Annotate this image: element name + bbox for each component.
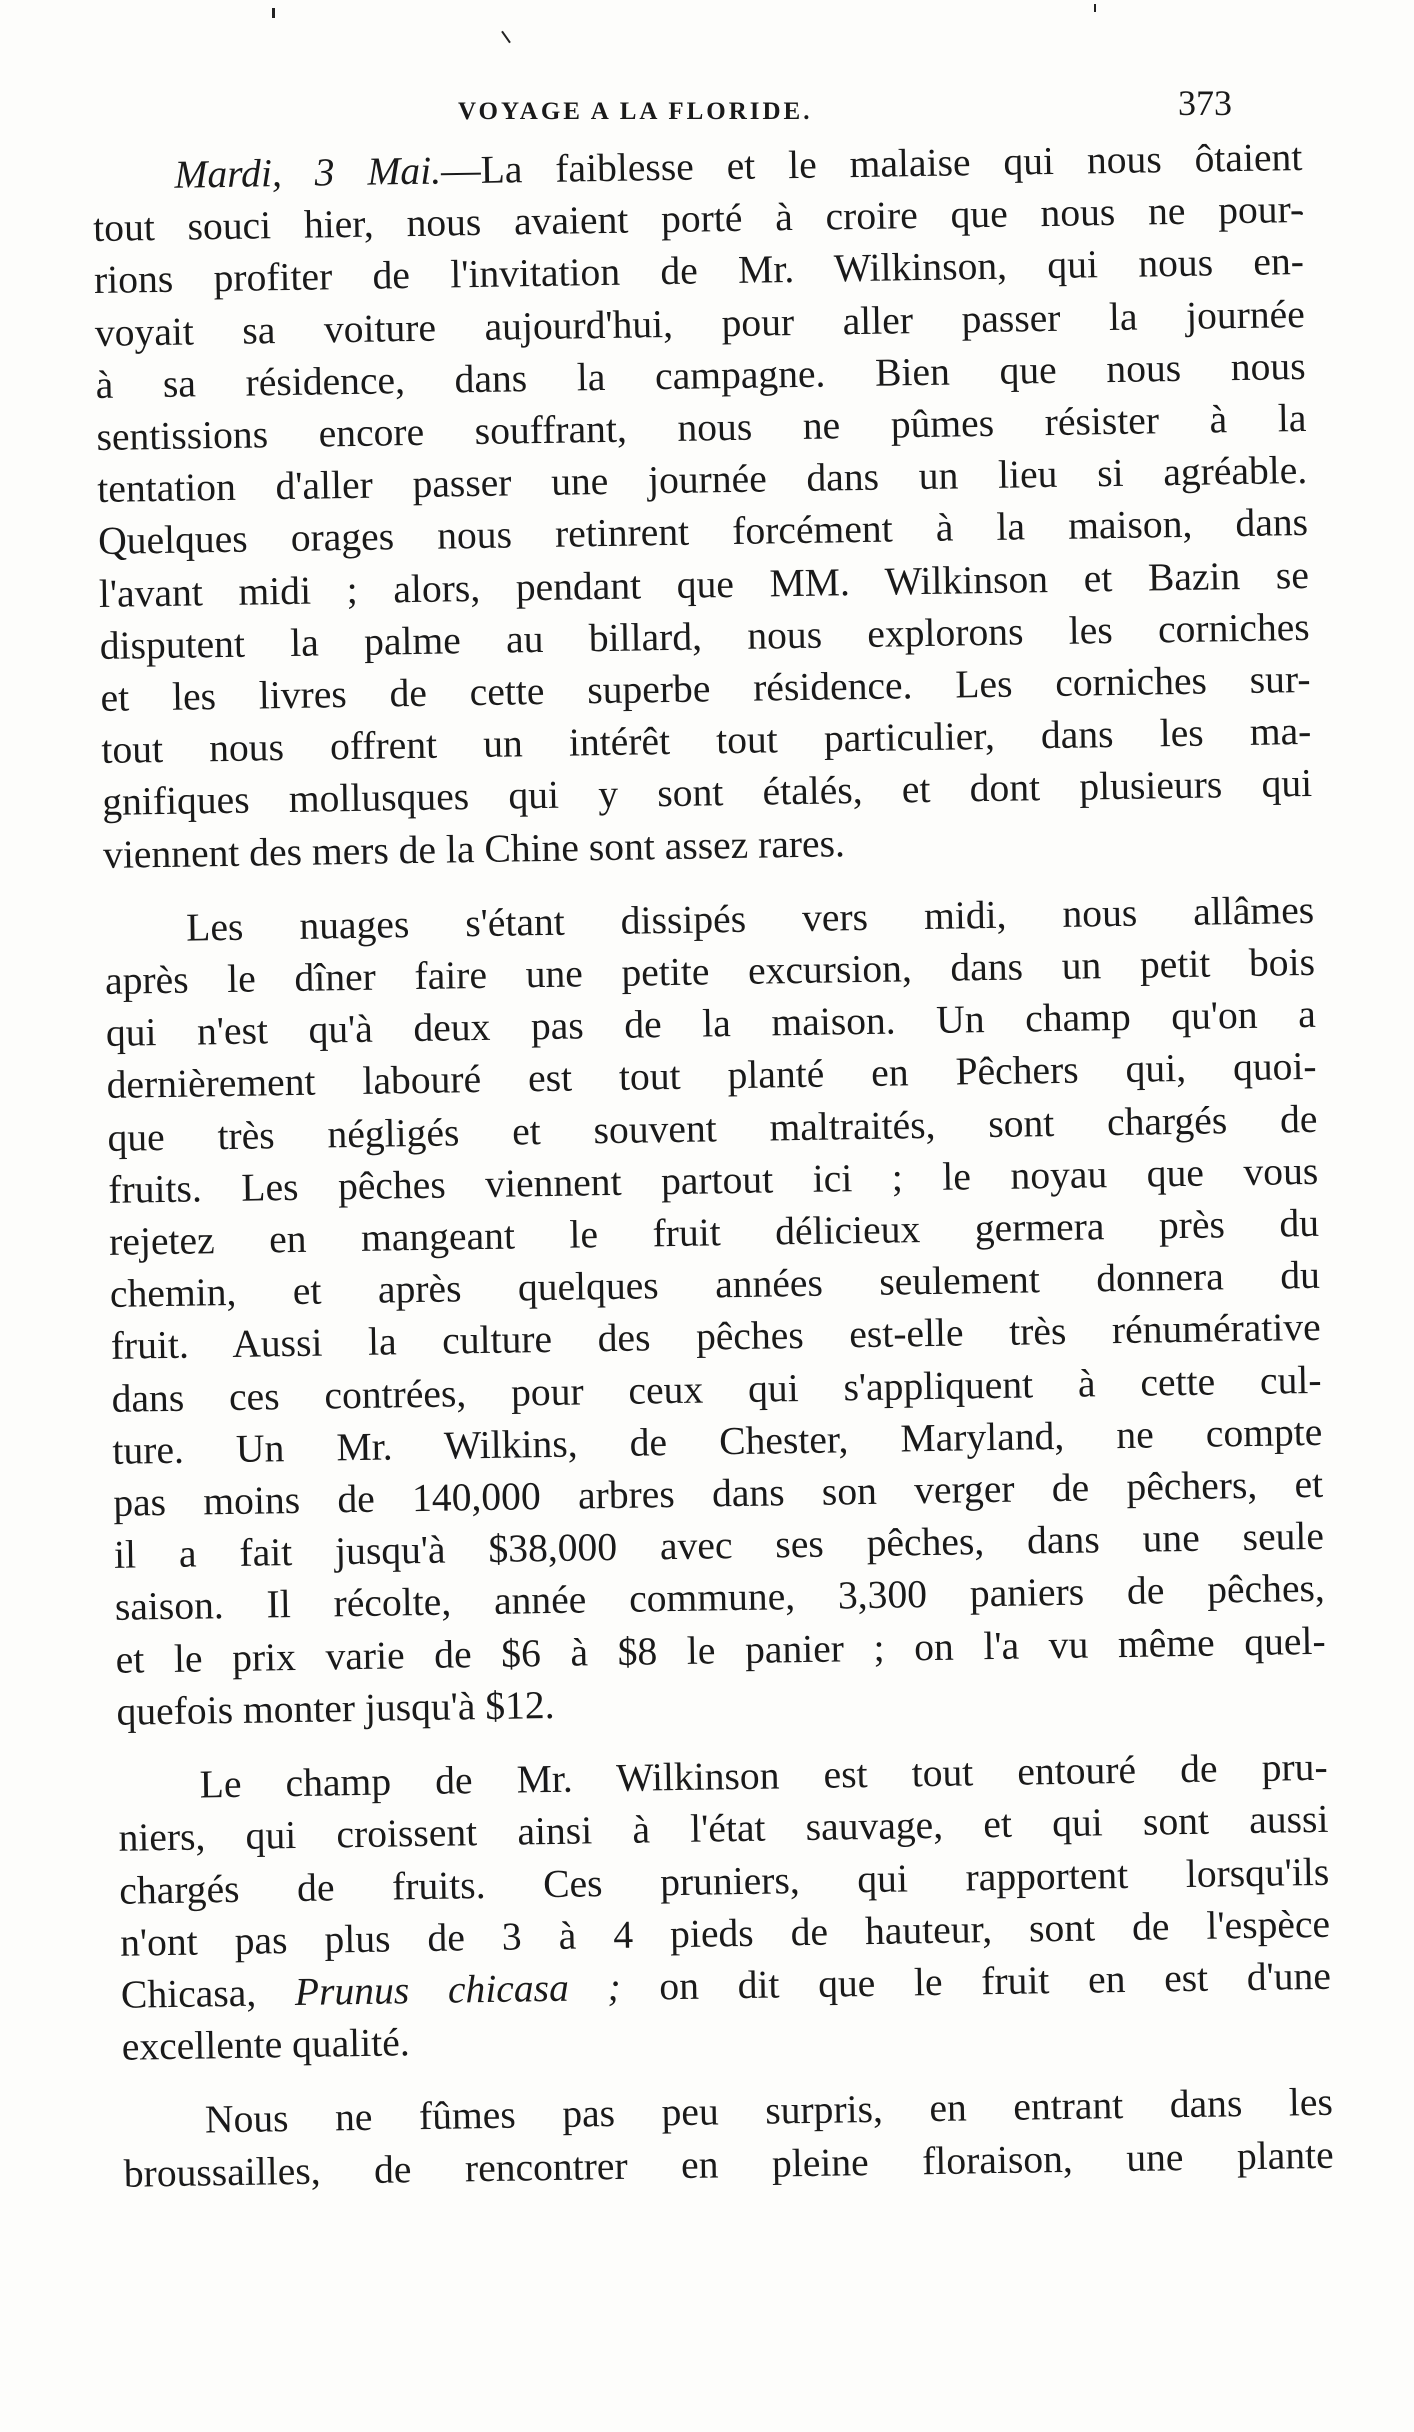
- text-line: gnifiques mollusques qui y sont étalés, et dont plusieurs qui: [101, 761, 1313, 825]
- paragraph: [123, 2076, 1334, 2199]
- print-speck: [501, 31, 511, 44]
- text-line: et le prix varie de $6 à $8 le panier ; on l'a vu même quel-: [115, 1618, 1326, 1682]
- text-line: l'avant midi ; alors, pendant que MM. Wilkinson et Bazin se: [98, 552, 1310, 616]
- running-head: [0, 82, 1414, 132]
- page-number: 373: [1178, 83, 1232, 123]
- text-line: fruits. Les pêches viennent partout ici ; le noyau que vous: [107, 1148, 1319, 1212]
- text-line: après le dîner faire une petite excursion, dans un petit bois: [104, 939, 1316, 1003]
- text-line: Les nuages s'étant dissipés vers midi, nous allâmes: [185, 887, 1315, 950]
- text-line: pas moins de 140,000 arbres dans son verger de pêchers, et: [112, 1461, 1324, 1525]
- text-line: rions profiter de l'invitation de Mr. Wilkinson, qui nous en-: [93, 239, 1305, 303]
- print-speck: [1094, 4, 1096, 12]
- text-line: niers, qui croissent ainsi à l'état sauvage, et qui sont aussi: [118, 1797, 1329, 1861]
- text-line: rejetez en mangeant le fruit délicieux germera près du: [108, 1200, 1320, 1264]
- text-line: quefois monter jusqu'à $12.: [116, 1682, 555, 1734]
- text-line: viennent des mers de la Chine sont assez rares.: [102, 820, 846, 877]
- text-line: chargés de fruits. Ces pruniers, qui rapportent lorsqu'ils: [118, 1849, 1330, 1913]
- text-line: disputent la palme au billard, nous explorons les corniches: [99, 604, 1310, 668]
- text-run: Chicasa,: [120, 1969, 296, 2017]
- text-line: saison. Il récolte, année commune, 3,300 paniers de pêches,: [114, 1566, 1326, 1630]
- text-line: que très négligés et souvent maltraités, sont chargés de: [107, 1096, 1318, 1160]
- paragraph: [92, 131, 1313, 881]
- running-title: VOYAGE A LA FLORIDE.: [458, 98, 813, 125]
- text-line: il a fait jusqu'à $38,000 avec ses pêches, dans une seule: [113, 1514, 1325, 1578]
- text-line: et les livres de cette superbe résidence. Les corniches sur-: [100, 656, 1311, 720]
- text-line: Quelques orages nous retinrent forcément à la maison, dans: [97, 500, 1309, 564]
- text-line: tentation d'aller passer une journée dans un lieu si agréable.: [96, 448, 1308, 512]
- text-line: tout souci hier, nous avaient porté à croire que nous ne pour-: [92, 187, 1304, 251]
- text-line: fruit. Aussi la culture des pêches est-elle très rénumérative: [110, 1305, 1321, 1369]
- text-line: qui n'est qu'à deux pas de la maison. Un champ qu'on a: [105, 992, 1317, 1056]
- scientific-name: Prunus chicasa ;: [294, 1964, 621, 2014]
- text-run: —La faiblesse et le malaise qui nous ôtaient: [440, 134, 1303, 193]
- text-line: dans ces contrées, pour ceux qui s'appliquent à cette cul-: [111, 1357, 1322, 1421]
- text-line: Le champ de Mr. Wilkinson est tout entouré de pru-: [199, 1744, 1328, 1807]
- body-text: [92, 131, 1334, 2199]
- text-run: on dit que le fruit en est d'une: [620, 1953, 1332, 2009]
- paragraph: [104, 884, 1327, 1738]
- text-line: voyait sa voiture aujourd'hui, pour aller passer la journée: [94, 291, 1306, 355]
- text-line: sentissions encore souffrant, nous ne pûmes résister à la: [96, 395, 1307, 459]
- text-line: n'ont pas plus de 3 à 4 pieds de hauteur, sont de l'espèce: [119, 1901, 1331, 1965]
- text-line: tout nous offrent un intérêt tout particulier, dans les ma-: [101, 709, 1312, 773]
- text-line: broussailles, de rencontrer en pleine floraison, une plante: [123, 2132, 1334, 2196]
- text-line: dernièrement labouré est tout planté en Pêchers qui, quoi-: [106, 1044, 1317, 1108]
- print-speck: [272, 8, 275, 18]
- paragraph: [117, 1741, 1332, 2073]
- text-line: chemin, et après quelques années seulement donnera du: [109, 1253, 1321, 1317]
- text-line: ture. Un Mr. Wilkins, de Chester, Maryland, ne compte: [112, 1409, 1323, 1473]
- text-line: Nous ne fûmes pas peu surpris, en entrant dans les: [204, 2080, 1334, 2142]
- text-line: à sa résidence, dans la campagne. Bien que nous nous: [95, 343, 1306, 407]
- diary-date: Mardi, 3 Mai.: [174, 148, 442, 197]
- text-line: excellente qualité.: [121, 2020, 410, 2069]
